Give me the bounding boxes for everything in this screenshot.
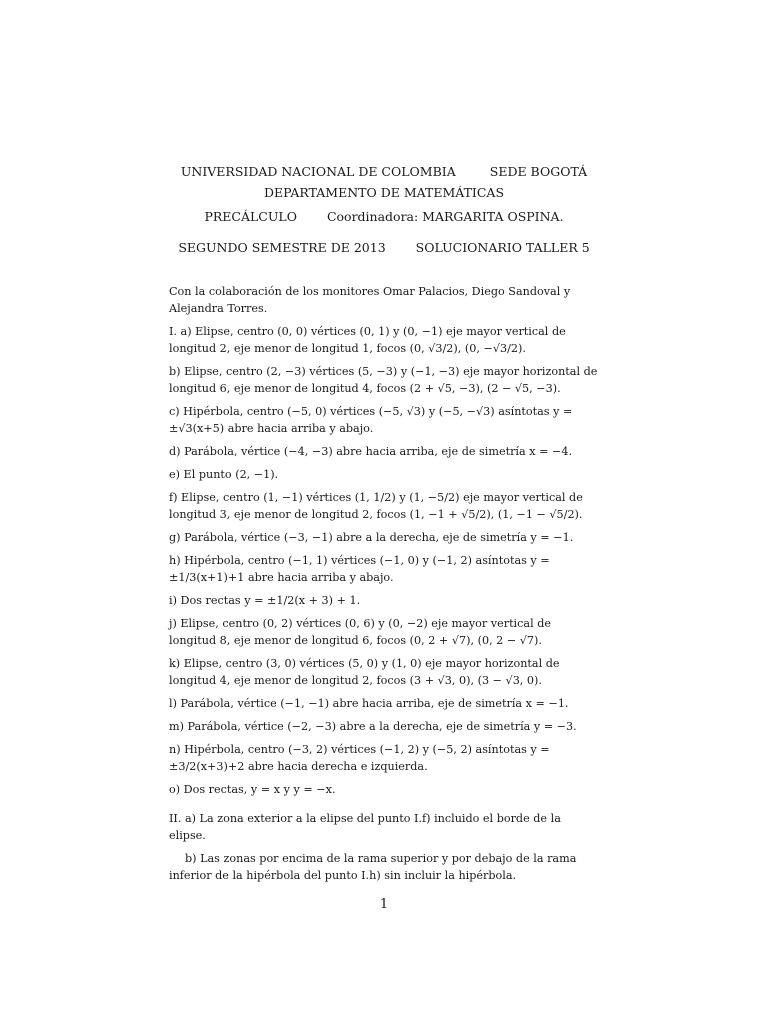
- answer-1m: m) Parábola, vértice (−2, −3) abre a la derecha, eje de simetría y = −3.: [169, 720, 577, 733]
- university-name: UNIVERSIDAD NACIONAL DE COLOMBIA: [180, 164, 456, 179]
- answer-1n: n) Hipérbola, centro (−3, 2) vértices (−1, 2) y (−5, 2) asíntotas y = ±3/2(x+3)+2 abre hacia derecha e izquierda.: [169, 743, 550, 773]
- coordinator-name: Coordinadora: MARGARITA OSPINA.: [326, 209, 564, 224]
- answer-1j: j) Elipse, centro (0, 2) vértices (0, 6) y (0, −2) eje mayor vertical de longitud 8, eje menor de longitud 6, focos (0, 2 + √7), (0, 2 − √7).: [169, 617, 551, 647]
- document-title: SOLUCIONARIO TALLER 5: [415, 240, 590, 255]
- answer-2b: b) Las zonas por encima de la rama superior y por debajo de la rama inferior de la hipérbola del punto I.h) sin incluir la hipérbola.: [169, 852, 577, 882]
- course-name: PRECÁLCULO: [204, 209, 297, 224]
- answer-2a: II. a) La zona exterior a la elipse del punto I.f) incluido el borde de la elipse.: [169, 812, 561, 842]
- header-line-4: [0, 240, 768, 255]
- answer-1o: o) Dos rectas, y = x y y = −x.: [169, 783, 336, 796]
- answer-1a: I. a) Elipse, centro (0, 0) vértices (0, 1) y (0, −1) eje mayor vertical de longitud 2, eje menor de longitud 1, focos (0, √3/2), (0, −√3/2).: [169, 325, 566, 355]
- answer-1e: e) El punto (2, −1).: [169, 468, 279, 481]
- answer-1k: k) Elipse, centro (3, 0) vértices (5, 0) y (1, 0) eje mayor horizontal de longitud 4, eje menor de longitud 2, focos (3 + √3, 0), (3 − √3, 0).: [169, 657, 560, 687]
- department-name: DEPARTAMENTO DE MATEMÁTICAS: [263, 185, 505, 200]
- answer-1i: i) Dos rectas y = ±1/2(x + 3) + 1.: [169, 594, 361, 607]
- header-line-1: [0, 164, 768, 179]
- answer-1g: g) Parábola, vértice (−3, −1) abre a la derecha, eje de simetría y = −1.: [169, 531, 574, 544]
- answer-1b: b) Elipse, centro (2, −3) vértices (5, −3) y (−1, −3) eje mayor horizontal de longitud 6, eje menor de longitud 4, focos (2 + √5, −3), (2 − √5, −3).: [169, 365, 598, 395]
- answer-1c: c) Hipérbola, centro (−5, 0) vértices (−5, √3) y (−5, −√3) asíntotas y = ±√3(x+5) abre hacia arriba y abajo.: [169, 405, 573, 435]
- answer-1l: l) Parábola, vértice (−1, −1) abre hacia arriba, eje de simetría x = −1.: [169, 697, 569, 710]
- answer-1d: d) Parábola, vértice (−4, −3) abre hacia arriba, eje de simetría x = −4.: [169, 445, 573, 458]
- sede-name: SEDE BOGOTÁ: [489, 164, 588, 179]
- document-body: [169, 283, 601, 890]
- semester-label: SEGUNDO SEMESTRE DE 2013: [178, 240, 386, 255]
- intro-paragraph: Con la colaboración de los monitores Omar Palacios, Diego Sandoval y Alejandra Torres.: [169, 285, 571, 315]
- answer-1h: h) Hipérbola, centro (−1, 1) vértices (−1, 0) y (−1, 2) asíntotas y = ±1/3(x+1)+1 abre hacia arriba y abajo.: [169, 554, 550, 584]
- page-number: 1: [379, 897, 389, 912]
- header-line-2: [0, 185, 768, 200]
- header-line-3: [0, 209, 768, 224]
- answer-1f: f) Elipse, centro (1, −1) vértices (1, 1/2) y (1, −5/2) eje mayor vertical de longitud 3, eje menor de longitud 2, focos (1, −1 + √5/2), (1, −1 − √5/2).: [169, 491, 583, 521]
